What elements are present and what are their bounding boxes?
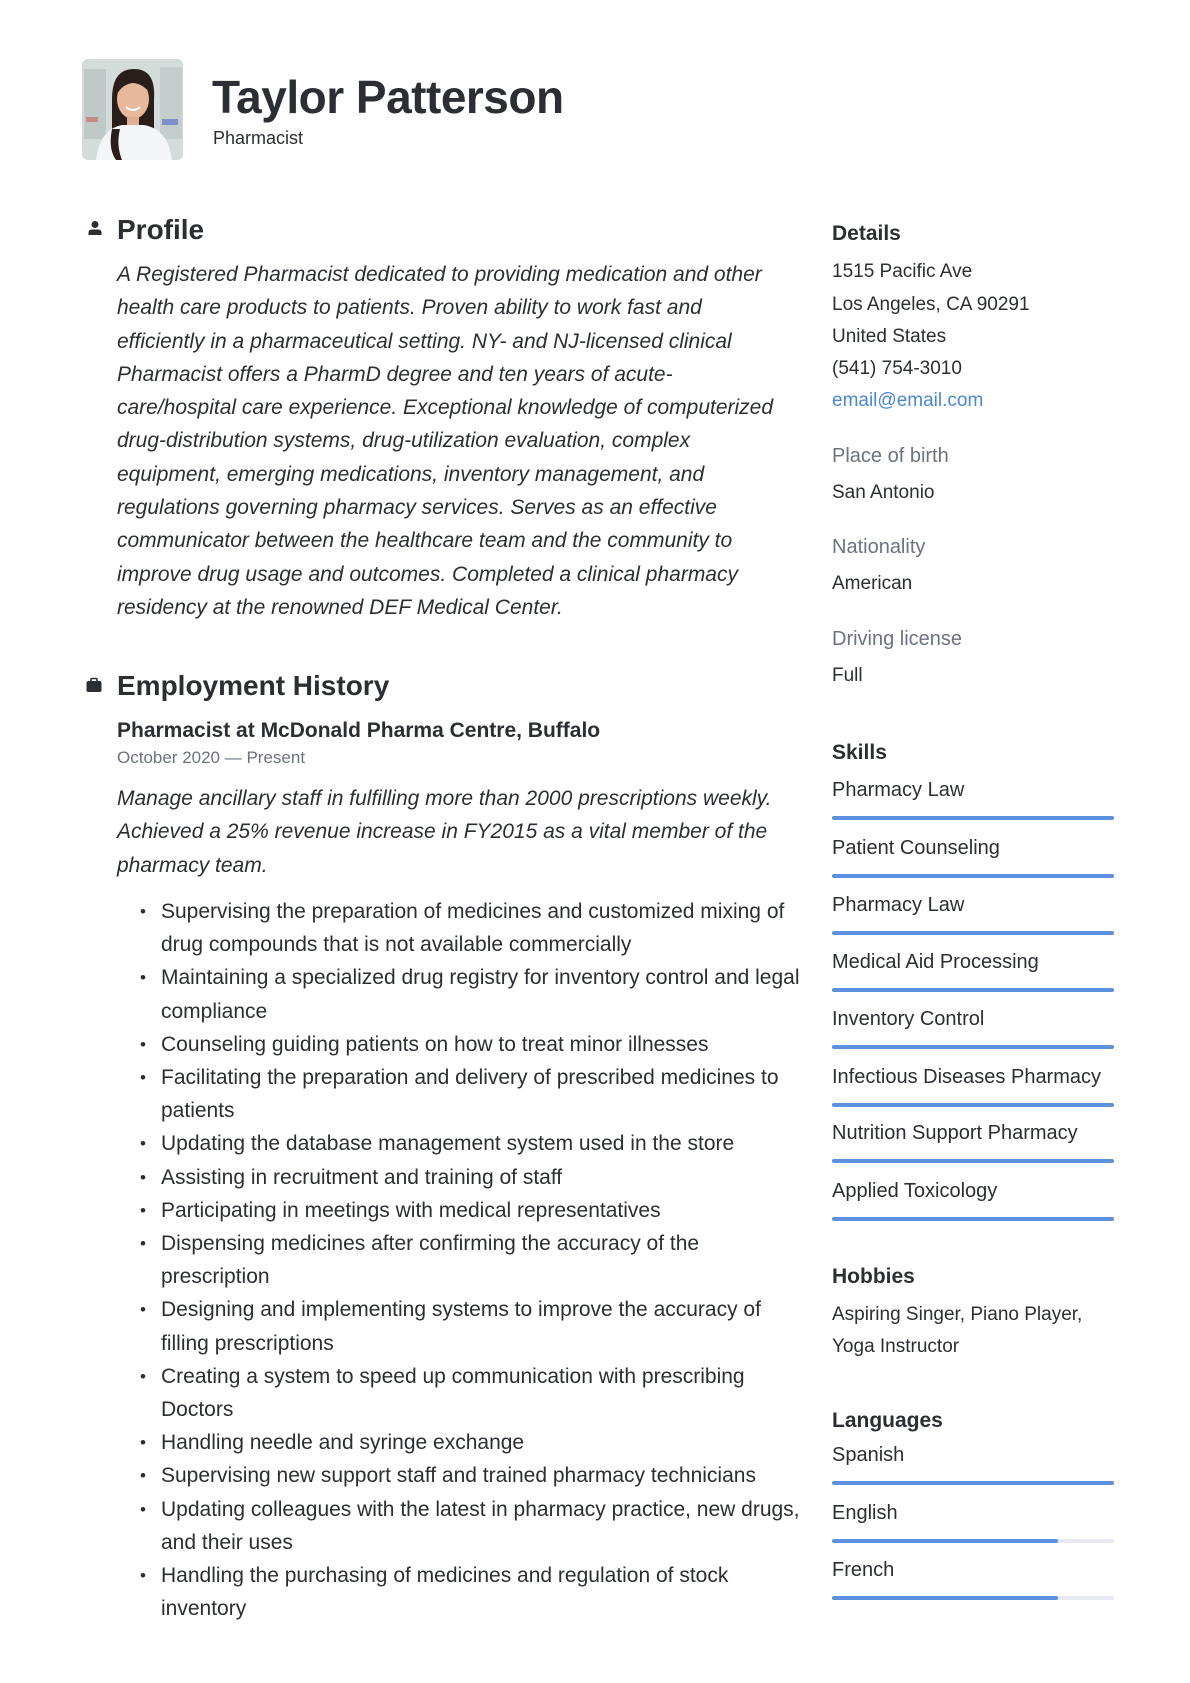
profile-photo-icon: [82, 59, 183, 160]
candidate-title: Pharmacist: [213, 128, 304, 148]
avatar: [82, 59, 183, 160]
list-item: • Handling the purchasing of medicines and regulation of stock inventory: [140, 1559, 800, 1625]
job-summary: Manage ancillary staff in fulfilling more than 2000 prescriptions weekly. Achieved a 25% revenue increase in FY2015 as a vital member of the pharmacy team.: [117, 787, 772, 877]
language-item: [832, 1559, 1114, 1582]
list-item: • Counseling guiding patients on how to treat minor illnesses: [140, 1028, 800, 1061]
skill-label: Applied Toxicology: [832, 1180, 998, 1202]
skill-item: [832, 1180, 1114, 1203]
skill-item: [832, 951, 1114, 974]
skill-label: Infectious Diseases Pharmacy: [832, 1066, 1102, 1088]
language-label: English: [832, 1502, 898, 1524]
briefcase-icon: [86, 677, 102, 693]
phone-number: (541) 754-3010: [832, 358, 962, 379]
skill-item: [832, 1122, 1114, 1145]
hobbies-line2: Yoga Instructor: [832, 1336, 960, 1357]
skill-item: [832, 894, 1114, 917]
skill-level-bar: [832, 931, 1114, 935]
language-level-bar: [832, 1539, 1114, 1543]
language-item: [832, 1444, 1114, 1467]
driving-license-value: Full: [832, 665, 863, 686]
list-item: • Creating a system to speed up communication with prescribing Doctors: [140, 1360, 800, 1426]
skill-label: Inventory Control: [832, 1008, 985, 1030]
language-label: Spanish: [832, 1444, 905, 1466]
job-responsibilities: [140, 895, 800, 1625]
list-item: • Updating the database management system used in the store: [140, 1127, 800, 1160]
list-item: • Updating colleagues with the latest in pharmacy practice, new drugs, and their uses: [140, 1493, 800, 1559]
list-item: • Designing and implementing systems to improve the accuracy of filling prescriptions: [140, 1293, 800, 1359]
list-item: • Maintaining a specialized drug registry for inventory control and legal compliance: [140, 961, 800, 1027]
skill-item: [832, 1066, 1114, 1089]
hobbies-line1: Aspiring Singer, Piano Player,: [832, 1304, 1083, 1325]
hobbies-heading: Hobbies: [832, 1265, 915, 1288]
profile-heading: Profile: [117, 214, 205, 245]
skill-item: [832, 837, 1114, 860]
list-item: • Supervising new support staff and trained pharmacy technicians: [140, 1459, 800, 1492]
skill-item: [832, 1008, 1114, 1031]
profile-summary: A Registered Pharmacist dedicated to providing medication and other health care products to patients. Proven ability to work fast and efficiently in a pharmaceutical setting. NY- and NJ-licensed clinical Pharmacist offers a PharmD degree and ten years of acute-care/hospital care experience. Exceptional knowledge of computerized drug-distribution systems, drug-utilization evaluation, complex equipment, emerging medications, inventory management, and regulations governing pharmacy services. Serves as an effective communicator between the healthcare team and the community to improve drug usage and outcomes. Completed a clinical pharmacy residency at the renowned DEF Medical Center.: [117, 263, 774, 619]
languages-heading: Languages: [832, 1409, 943, 1432]
skill-item: [832, 779, 1114, 802]
details-heading: Details: [832, 222, 901, 245]
address-country: United States: [832, 326, 947, 347]
list-item: • Assisting in recruitment and training of staff: [140, 1161, 800, 1194]
skill-level-bar: [832, 1217, 1114, 1221]
list-item: • Participating in meetings with medical representatives: [140, 1194, 800, 1227]
skills-heading: Skills: [832, 741, 887, 764]
skill-level-bar: [832, 1103, 1114, 1107]
place-of-birth-value: San Antonio: [832, 482, 935, 503]
language-item: [832, 1502, 1114, 1525]
list-item: • Dispensing medicines after confirming the accuracy of the prescription: [140, 1227, 800, 1293]
list-item: • Supervising the preparation of medicines and customized mixing of drug compounds that is not available commercially: [140, 895, 800, 961]
job-title: Pharmacist at McDonald Pharma Centre, Buffalo: [117, 719, 601, 742]
address-line1: 1515 Pacific Ave: [832, 261, 973, 282]
place-of-birth-label: Place of birth: [832, 445, 949, 467]
employment-heading: Employment History: [117, 670, 390, 701]
skill-label: Patient Counseling: [832, 837, 1000, 859]
language-level-bar: [832, 1596, 1114, 1600]
skill-level-bar: [832, 1159, 1114, 1163]
driving-license-label: Driving license: [832, 628, 963, 650]
skill-level-bar: [832, 1045, 1114, 1049]
nationality-value: American: [832, 573, 913, 594]
skill-level-bar: [832, 988, 1114, 992]
language-label: French: [832, 1559, 895, 1581]
candidate-name: Taylor Patterson: [212, 71, 564, 123]
list-item: • Handling needle and syringe exchange: [140, 1426, 800, 1459]
skill-label: Nutrition Support Pharmacy: [832, 1122, 1078, 1144]
email-link[interactable]: email@email.com: [832, 390, 984, 411]
list-item: • Facilitating the preparation and delivery of prescribed medicines to patients: [140, 1061, 800, 1127]
language-level-bar: [832, 1481, 1114, 1485]
job-dates: October 2020 — Present: [117, 748, 306, 767]
nationality-label: Nationality: [832, 536, 926, 558]
skill-label: Pharmacy Law: [832, 779, 965, 801]
person-icon: [87, 220, 103, 236]
address-line2: Los Angeles, CA 90291: [832, 294, 1030, 315]
skill-label: Pharmacy Law: [832, 894, 965, 916]
skill-label: Medical Aid Processing: [832, 951, 1039, 973]
skill-level-bar: [832, 816, 1114, 820]
skill-level-bar: [832, 874, 1114, 878]
